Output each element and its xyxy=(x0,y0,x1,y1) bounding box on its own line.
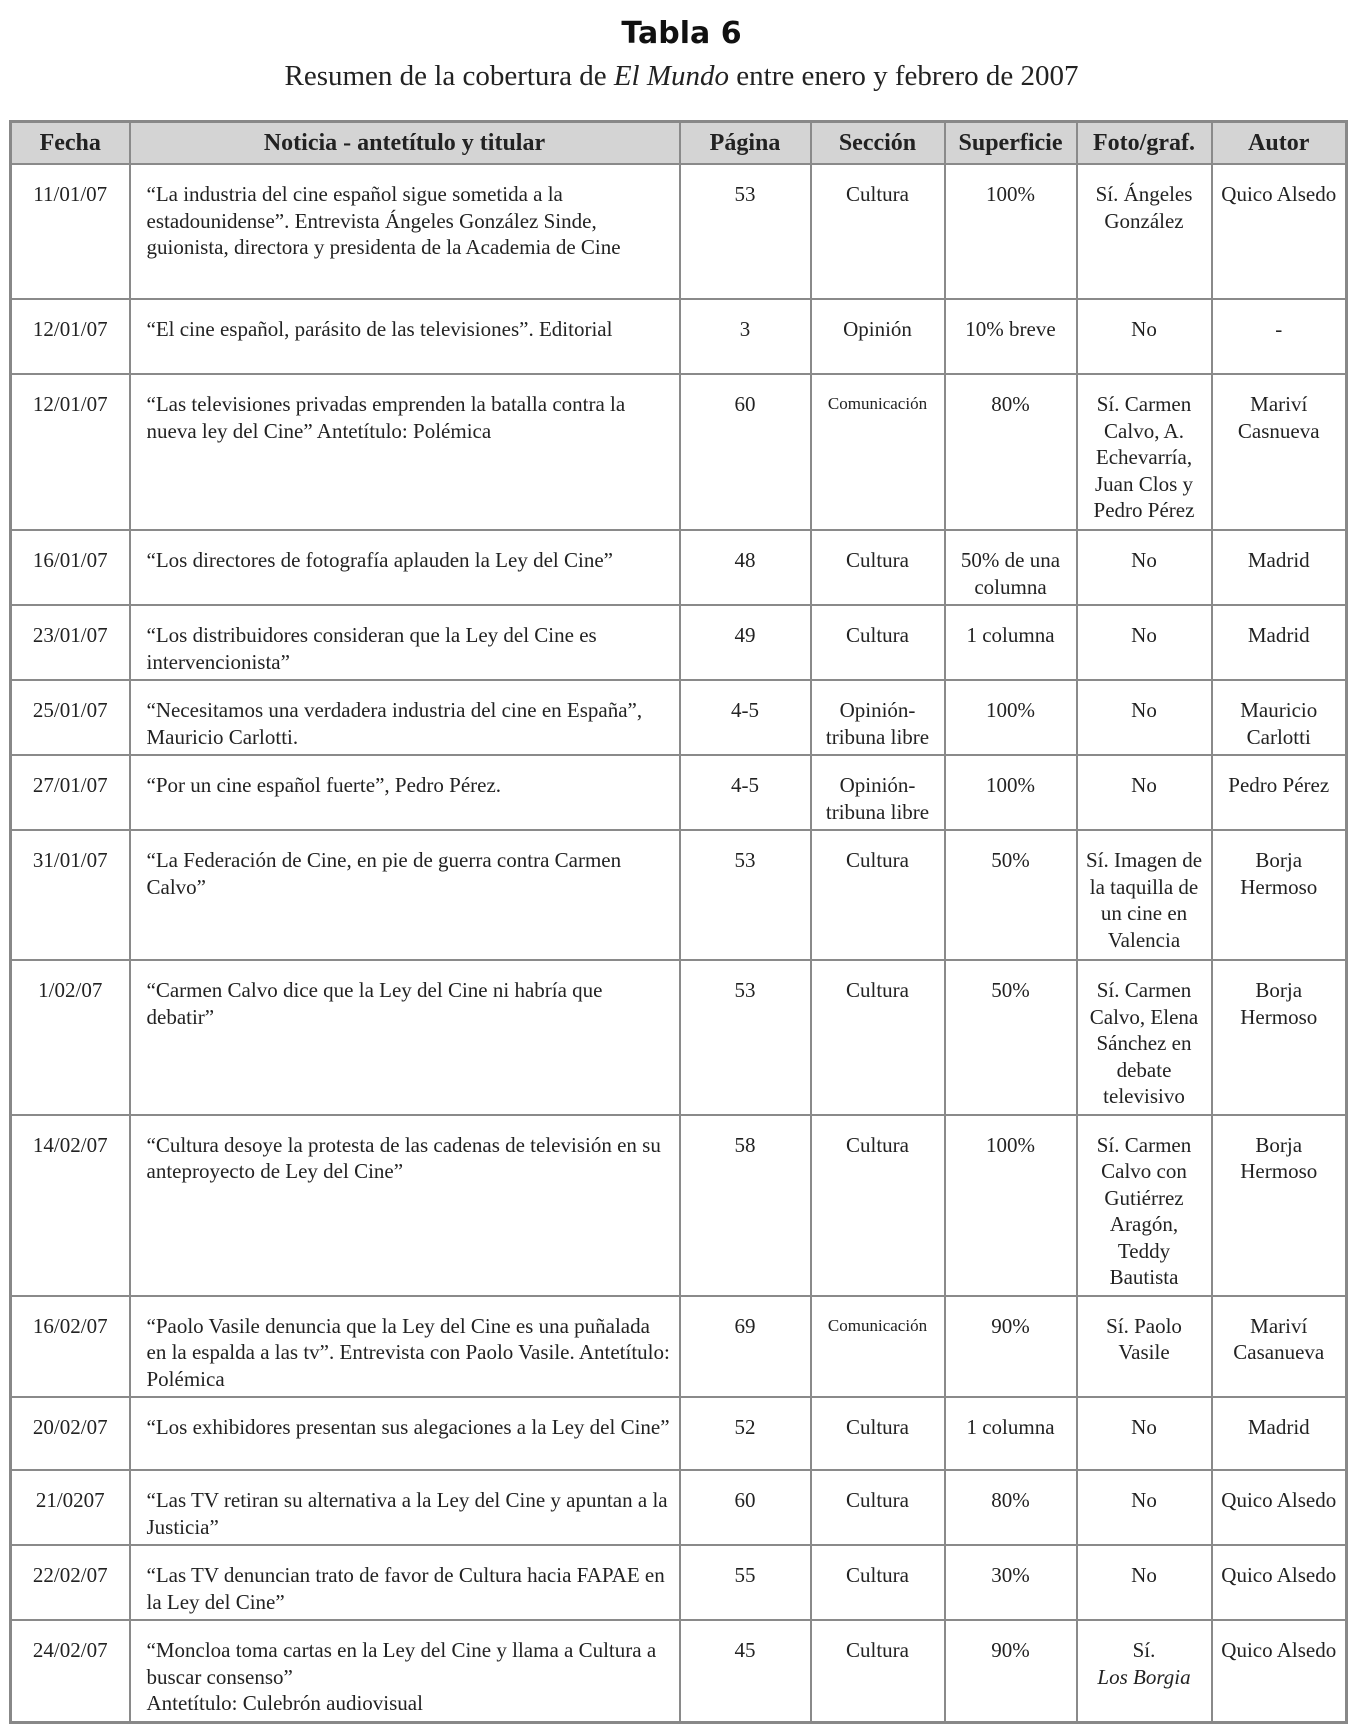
cell-autor xyxy=(1212,755,1347,830)
cell-pagina xyxy=(680,755,811,830)
autor-text: Borja Hermoso xyxy=(1240,848,1318,899)
foto-text: No xyxy=(1131,623,1157,647)
cell-autor xyxy=(1212,299,1347,374)
foto-text: No xyxy=(1131,1415,1157,1439)
cell-foto xyxy=(1077,755,1212,830)
cell-superficie xyxy=(945,299,1077,374)
cell-superficie xyxy=(945,605,1077,680)
pagina-text: 55 xyxy=(734,1563,756,1587)
pagina-text: 60 xyxy=(734,392,756,416)
superficie-text: 90% xyxy=(991,1638,1030,1662)
autor-text: Madrid xyxy=(1247,548,1310,572)
cell-seccion xyxy=(811,960,945,1115)
superficie-text: 100% xyxy=(986,773,1035,797)
cell-autor xyxy=(1212,605,1347,680)
table-row xyxy=(11,164,1347,299)
noticia-text: “Carmen Calvo dice que la Ley del Cine ni habría que debatir” xyxy=(146,978,603,1029)
superficie-text: 50% de una columna xyxy=(960,548,1061,599)
fecha-text: 23/01/07 xyxy=(32,623,108,647)
cell-noticia xyxy=(130,1545,680,1620)
superficie-text: 50% xyxy=(991,848,1030,872)
cell-pagina xyxy=(680,1397,811,1470)
column-header-noticia: Noticia - antetítulo y titular xyxy=(130,122,680,165)
cell-noticia xyxy=(130,299,680,374)
column-header-superficie: Superficie xyxy=(945,122,1077,165)
cell-superficie xyxy=(945,1115,1077,1296)
seccion-text: Cultura xyxy=(846,182,909,206)
fecha-text: 21/0207 xyxy=(35,1488,105,1512)
cell-superficie xyxy=(945,374,1077,530)
foto-text: No xyxy=(1131,1488,1157,1512)
foto-text: Sí. xyxy=(1132,1638,1156,1662)
cell-superficie xyxy=(945,164,1077,299)
table-row xyxy=(11,680,1347,755)
cell-autor xyxy=(1212,1296,1347,1398)
cell-fecha xyxy=(11,605,130,680)
cell-superficie xyxy=(945,1296,1077,1398)
superficie-text: 1 columna xyxy=(966,1415,1055,1439)
cell-seccion xyxy=(811,1470,945,1545)
noticia-text: “Necesitamos una verdadera industria del cine en España”, Mauricio Carlotti. xyxy=(146,698,643,749)
superficie-text: 80% xyxy=(991,392,1030,416)
superficie-text: 100% xyxy=(986,182,1035,206)
table-row xyxy=(11,530,1347,605)
fecha-text: 31/01/07 xyxy=(32,848,108,872)
pagina-text: 60 xyxy=(734,1488,756,1512)
column-header-foto: Foto/graf. xyxy=(1077,122,1212,165)
foto-text: No xyxy=(1131,1563,1157,1587)
table-row xyxy=(11,299,1347,374)
superficie-text: 30% xyxy=(991,1563,1030,1587)
cell-noticia xyxy=(130,1620,680,1722)
subtitle-prefix: Resumen de la cobertura de xyxy=(284,60,614,92)
cell-seccion xyxy=(811,299,945,374)
cell-noticia xyxy=(130,755,680,830)
pagina-text: 53 xyxy=(734,848,756,872)
cell-seccion xyxy=(811,1620,945,1722)
fecha-text: 27/01/07 xyxy=(32,773,108,797)
cell-foto xyxy=(1077,1397,1212,1470)
fecha-text: 16/02/07 xyxy=(32,1313,108,1338)
seccion-text: Cultura xyxy=(846,1415,909,1439)
pagina-text: 49 xyxy=(734,623,756,647)
table-row xyxy=(11,1545,1347,1620)
cell-superficie xyxy=(945,1470,1077,1545)
cell-fecha xyxy=(11,1397,130,1470)
fecha-text: 14/02/07 xyxy=(32,1132,108,1157)
cell-foto xyxy=(1077,164,1212,299)
pagina-text: 53 xyxy=(734,978,756,1002)
cell-autor xyxy=(1212,1115,1347,1296)
cell-pagina xyxy=(680,374,811,530)
cell-pagina xyxy=(680,830,811,960)
cell-fecha xyxy=(11,530,130,605)
cell-foto xyxy=(1077,960,1212,1115)
column-header-pagina: Página xyxy=(680,122,811,165)
pagina-text: 58 xyxy=(734,1132,756,1157)
seccion-text: Opinión-tribuna libre xyxy=(825,773,930,824)
cell-foto xyxy=(1077,830,1212,960)
autor-text: Mauricio Carlotti xyxy=(1240,698,1318,749)
cell-seccion xyxy=(811,605,945,680)
cell-fecha xyxy=(11,830,130,960)
cell-seccion xyxy=(811,1397,945,1470)
autor-text: Pedro Pérez xyxy=(1228,773,1330,797)
fecha-text: 11/01/07 xyxy=(33,182,108,206)
cell-pagina xyxy=(680,299,811,374)
cell-pagina xyxy=(680,1620,811,1722)
cell-autor xyxy=(1212,1470,1347,1545)
pagina-text: 4-5 xyxy=(731,773,759,797)
cell-seccion xyxy=(811,680,945,755)
cell-noticia xyxy=(130,530,680,605)
cell-pagina xyxy=(680,1115,811,1296)
subtitle-suffix: entre enero y febrero de 2007 xyxy=(729,60,1079,92)
pagina-text: 53 xyxy=(734,182,756,206)
table-row xyxy=(11,1397,1347,1470)
cell-superficie xyxy=(945,755,1077,830)
pagina-text: 45 xyxy=(734,1638,756,1662)
table-row xyxy=(11,755,1347,830)
fecha-text: 12/01/07 xyxy=(32,392,108,416)
superficie-text: 10% breve xyxy=(965,317,1056,341)
cell-autor xyxy=(1212,680,1347,755)
autor-text: Quico Alsedo xyxy=(1221,1638,1337,1662)
seccion-text: Cultura xyxy=(846,623,909,647)
cell-noticia xyxy=(130,605,680,680)
cell-foto xyxy=(1077,1470,1212,1545)
cell-fecha xyxy=(11,299,130,374)
cell-superficie xyxy=(945,1620,1077,1722)
noticia-text: “La Federación de Cine, en pie de guerra contra Carmen Calvo” xyxy=(146,848,622,899)
cell-seccion xyxy=(811,755,945,830)
cell-foto xyxy=(1077,530,1212,605)
cell-pagina xyxy=(680,605,811,680)
cell-seccion xyxy=(811,1545,945,1620)
pagina-text: 48 xyxy=(734,548,756,572)
cell-noticia xyxy=(130,164,680,299)
cell-autor xyxy=(1212,830,1347,960)
autor-text: Quico Alsedo xyxy=(1221,1488,1337,1512)
foto-text: Sí. Paolo Vasile xyxy=(1106,1313,1182,1364)
table-row xyxy=(11,605,1347,680)
autor-text: - xyxy=(1275,317,1283,341)
cell-fecha xyxy=(11,1545,130,1620)
noticia-text: “Los directores de fotografía aplauden la Ley del Cine” xyxy=(146,548,613,572)
superficie-text: 100% xyxy=(986,1132,1035,1157)
cell-noticia xyxy=(130,680,680,755)
cell-fecha xyxy=(11,680,130,755)
noticia-text: “Los distribuidores consideran que la Ley del Cine es intervencionista” xyxy=(146,623,597,674)
noticia-text: “Las TV denuncian trato de favor de Cultura hacia FAPAE en la Ley del Cine” xyxy=(146,1563,665,1614)
cell-seccion xyxy=(811,830,945,960)
pagina-text: 3 xyxy=(739,317,751,341)
coverage-table xyxy=(9,120,1348,1724)
autor-text: Mariví Casnueva xyxy=(1237,392,1320,443)
seccion-text: Cultura xyxy=(846,978,909,1002)
noticia-text: “Por un cine español fuerte”, Pedro Pérez. xyxy=(146,773,502,797)
cell-autor xyxy=(1212,1397,1347,1470)
cell-fecha xyxy=(11,374,130,530)
cell-foto xyxy=(1077,1620,1212,1722)
cell-autor xyxy=(1212,1545,1347,1620)
foto-text: No xyxy=(1131,773,1157,797)
cell-foto xyxy=(1077,1545,1212,1620)
cell-seccion xyxy=(811,374,945,530)
column-header-fecha: Fecha xyxy=(11,122,130,165)
cell-fecha xyxy=(11,755,130,830)
fecha-text: 12/01/07 xyxy=(32,317,108,341)
cell-fecha xyxy=(11,1296,130,1398)
cell-foto xyxy=(1077,1115,1212,1296)
fecha-text: 24/02/07 xyxy=(32,1638,108,1662)
table-row xyxy=(11,1620,1347,1722)
foto-text: No xyxy=(1131,548,1157,572)
foto-text: Sí. Imagen de la taquilla de un cine en Valencia xyxy=(1085,848,1203,952)
table-row xyxy=(11,960,1347,1115)
cell-seccion xyxy=(811,1115,945,1296)
cell-pagina xyxy=(680,1545,811,1620)
cell-pagina xyxy=(680,960,811,1115)
superficie-text: 50% xyxy=(991,978,1030,1002)
antetitulo-text: Antetítulo: Culebrón audiovisual xyxy=(146,1691,423,1715)
foto-text: No xyxy=(1131,317,1157,341)
autor-text: Borja Hermoso xyxy=(1240,978,1318,1029)
noticia-text: “El cine español, parásito de las televisiones”. Editorial xyxy=(146,317,613,341)
seccion-text: Comunicación xyxy=(827,394,928,413)
cell-superficie xyxy=(945,680,1077,755)
cell-autor xyxy=(1212,530,1347,605)
cell-noticia xyxy=(130,1397,680,1470)
noticia-text: “Paolo Vasile denuncia que la Ley del Cine es una puñalada en la espalda a las tv”. Entrevista con Paolo Vasile. Antetítulo: Polémica xyxy=(146,1313,670,1391)
autor-text: Quico Alsedo xyxy=(1221,1563,1337,1587)
cell-superficie xyxy=(945,530,1077,605)
foto-text: No xyxy=(1131,698,1157,722)
cell-superficie xyxy=(945,960,1077,1115)
table-subtitle xyxy=(0,60,1363,93)
cell-foto xyxy=(1077,1296,1212,1398)
table-row xyxy=(11,1296,1347,1398)
noticia-text: “Moncloa toma cartas en la Ley del Cine y llama a Cultura a buscar consenso” xyxy=(146,1638,657,1689)
cell-noticia xyxy=(130,1470,680,1545)
cell-pagina xyxy=(680,530,811,605)
cell-pagina xyxy=(680,164,811,299)
foto-text: Sí. Carmen Calvo, A. Echevarría, Juan Clos y Pedro Pérez xyxy=(1093,392,1195,522)
seccion-text: Cultura xyxy=(846,1488,909,1512)
cell-seccion xyxy=(811,1296,945,1398)
noticia-text: “Las TV retiran su alternativa a la Ley del Cine y apuntan a la Justicia” xyxy=(146,1488,668,1539)
cell-pagina xyxy=(680,1470,811,1545)
cell-autor xyxy=(1212,374,1347,530)
seccion-text: Comunicación xyxy=(827,1315,928,1335)
seccion-text: Opinión xyxy=(843,317,912,341)
autor-text: Borja Hermoso xyxy=(1240,1132,1318,1183)
header-row xyxy=(11,122,1347,165)
autor-text: Mariví Casanueva xyxy=(1233,1313,1325,1364)
noticia-text: “Las televisiones privadas emprenden la batalla contra la nueva ley del Cine” Antetítulo: Polémica xyxy=(146,392,626,443)
cell-seccion xyxy=(811,164,945,299)
cell-noticia xyxy=(130,1296,680,1398)
cell-seccion xyxy=(811,530,945,605)
superficie-text: 1 columna xyxy=(966,623,1055,647)
cell-superficie xyxy=(945,1545,1077,1620)
foto-italic-text: Los Borgia xyxy=(1097,1664,1191,1689)
noticia-text: “La industria del cine español sigue sometida a la estadounidense”. Entrevista Ángeles González Sinde, guionista, directora y presidenta de la Academia de Cine xyxy=(146,182,621,259)
cell-autor xyxy=(1212,164,1347,299)
noticia-text: “Cultura desoye la protesta de las cadenas de televisión en su anteproyecto de Ley del Cine” xyxy=(146,1132,661,1183)
autor-text: Quico Alsedo xyxy=(1221,182,1337,206)
table-title: Tabla 6 xyxy=(621,16,742,51)
cell-noticia xyxy=(130,374,680,530)
cell-noticia xyxy=(130,830,680,960)
cell-noticia xyxy=(130,1115,680,1296)
autor-text: Madrid xyxy=(1247,1415,1310,1439)
table-row xyxy=(11,830,1347,960)
subtitle-newspaper: El Mundo xyxy=(613,60,730,92)
cell-pagina xyxy=(680,680,811,755)
superficie-text: 90% xyxy=(991,1313,1030,1338)
foto-text: Sí. Ángeles González xyxy=(1095,182,1193,233)
seccion-text: Cultura xyxy=(846,1563,909,1587)
pagina-text: 4-5 xyxy=(731,698,759,722)
foto-text: Sí. Carmen Calvo, Elena Sánchez en debate televisivo xyxy=(1089,978,1199,1108)
cell-foto xyxy=(1077,299,1212,374)
seccion-text: Cultura xyxy=(846,1132,909,1157)
seccion-text: Cultura xyxy=(846,1638,909,1662)
autor-text: Madrid xyxy=(1247,623,1310,647)
pagina-text: 69 xyxy=(734,1313,756,1338)
cell-foto xyxy=(1077,680,1212,755)
pagina-text: 52 xyxy=(734,1415,756,1439)
superficie-text: 80% xyxy=(991,1488,1030,1512)
superficie-text: 100% xyxy=(986,698,1035,722)
fecha-text: 1/02/07 xyxy=(38,978,103,1002)
cell-autor xyxy=(1212,1620,1347,1722)
cell-fecha xyxy=(11,1115,130,1296)
seccion-text: Opinión-tribuna libre xyxy=(825,698,930,749)
fecha-text: 22/02/07 xyxy=(32,1563,108,1587)
foto-text: Sí. Carmen Calvo con Gutiérrez Aragón, Teddy Bautista xyxy=(1096,1132,1192,1289)
cell-foto xyxy=(1077,374,1212,530)
table-row xyxy=(11,374,1347,530)
cell-noticia xyxy=(130,960,680,1115)
cell-superficie xyxy=(945,830,1077,960)
cell-fecha xyxy=(11,1470,130,1545)
table-row xyxy=(11,1115,1347,1296)
column-header-seccion: Sección xyxy=(811,122,945,165)
cell-foto xyxy=(1077,605,1212,680)
cell-fecha xyxy=(11,1620,130,1722)
seccion-text: Cultura xyxy=(846,848,909,872)
fecha-text: 25/01/07 xyxy=(32,698,108,722)
column-header-autor: Autor xyxy=(1212,122,1347,165)
fecha-text: 16/01/07 xyxy=(32,548,108,572)
fecha-text: 20/02/07 xyxy=(32,1415,108,1439)
seccion-text: Cultura xyxy=(846,548,909,572)
cell-superficie xyxy=(945,1397,1077,1470)
cell-fecha xyxy=(11,164,130,299)
cell-autor xyxy=(1212,960,1347,1115)
cell-fecha xyxy=(11,960,130,1115)
cell-pagina xyxy=(680,1296,811,1398)
noticia-text: “Los exhibidores presentan sus alegaciones a la Ley del Cine” xyxy=(146,1415,670,1439)
table-row xyxy=(11,1470,1347,1545)
